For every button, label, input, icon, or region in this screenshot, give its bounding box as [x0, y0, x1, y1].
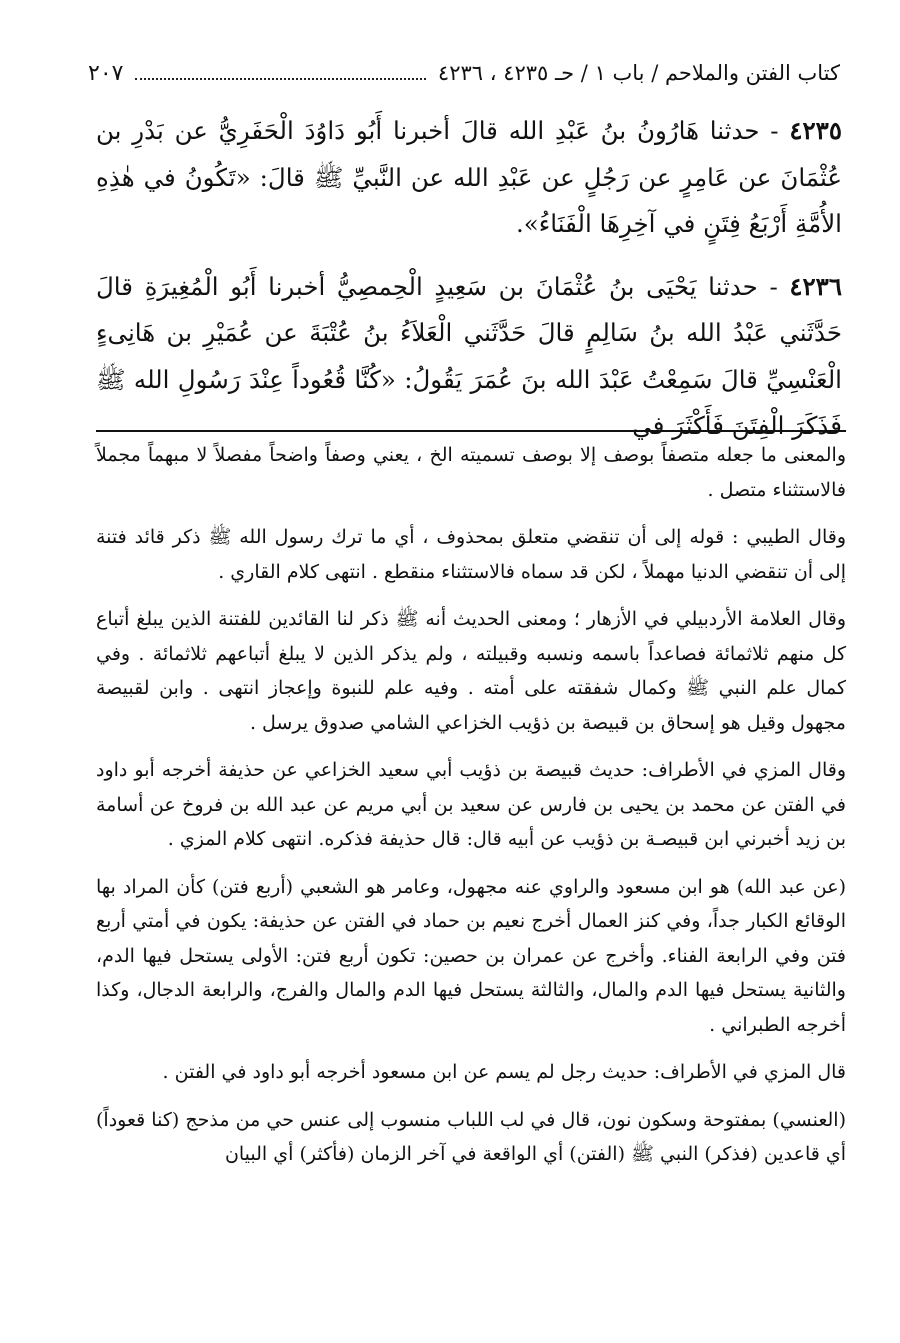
- page-header: [88, 56, 840, 90]
- hadith-text: [96, 108, 842, 466]
- commentary-paragraph: قال المزي في الأطراف: حديث رجل لم يسم عن ابن مسعود أخرجه أبو داود في الفتن .: [162, 1061, 846, 1083]
- page-number: ٢٠٧: [88, 60, 124, 86]
- hadith-4236: [96, 264, 842, 450]
- footnote-divider: [96, 430, 846, 432]
- hadith-4235: [96, 108, 842, 248]
- commentary: [96, 438, 846, 1185]
- commentary-paragraph: (عن عبد الله) هو ابن مسعود والراوي عنه مجهول، وعامر هو الشعبي (أربع فتن) كأن المراد بها الوقائع الكبار جداً، وفي كنز العمال أخرج نعيم بن حماد في الفتن عن حذيفة: يكون في أمتي أربع فتن وفي الرابعة الفناء. وأخرج عن عمران بن حصين: تكون أربع فتن: الأولى يستحل فيها الدم، والثانية يستحل فيها الدم والمال، والثالثة يستحل فيها الدم والمال والفرج، والرابعة الدجال، وكذا أخرجه الطبراني .: [96, 875, 846, 1036]
- commentary-paragraph: وقال الطيبي : قوله إلى أن تنقضي متعلق بمحذوف ، أي ما ترك رسول الله ﷺ ذكر قائد فتنة إلى أن تنقضي الدنيا مهملاً ، لكن قد سماه فالاستثناء منقطع . انتهى كلام القاري .: [96, 526, 846, 583]
- commentary-paragraph: والمعنى ما جعله متصفاً بوصف إلا بوصف تسميته الخ ، يعني وصفاً واضحاً مفصلاً لا مبهماً مجملاً فالاستثناء متصل .: [96, 444, 846, 501]
- commentary-paragraph: وقال المزي في الأطراف: حديث قبيصة بن ذؤيب أبي سعيد الخزاعي عن حذيفة أخرجه أبو داود في الفتن عن محمد بن يحيى بن فارس عن سعيد بن أبي مريم عن عبد الله بن فروخ عن أسامة بن زيد أخبرني ابن قبيصـة بن ذؤيب عن أبيه قال: قال حذيفة فذكره. انتهى كلام المزي .: [96, 759, 846, 850]
- hadith-body: - حدثنا يَحْيَى بنُ عُثْمَانَ بن سَعِيدٍ الْحِمصِيُّ أخبرنا أَبُو الْمُغِيرَةِ قالَ حَدَّثَني عَبْدُ الله بنُ سَالِمٍ قالَ حَدَّثَني الْعَلاَءُ بنُ عُتْبَةَ عن عُمَيْرِ بن هَانِىءٍ الْعَنْسِيِّ قالَ سَمِعْتُ عَبْدَ الله بنَ عُمَرَ يَقُولُ: «كُنَّا قُعُوداً عِنْدَ رَسُولِ الله ﷺ فَذَكَرَ الْفِتَنَ فَأَكْثَرَ في: [96, 271, 842, 440]
- hadith-number: ٤٢٣٦: [789, 271, 842, 301]
- commentary-paragraph: (العنسي) بمفتوحة وسكون نون، قال في لب اللباب منسوب إلى عنس حي من مذحج (كنا قعوداً) أي قاعدين (فذكر) النبي ﷺ (الفتن) أي الواقعة في آخر الزمان (فأكثر) أي البيان: [96, 1108, 846, 1165]
- commentary-paragraph: وقال العلامة الأردبيلي في الأزهار ؛ ومعنى الحديث أنه ﷺ ذكر لنا القائدين للفتنة الذين يبلغ أتباع كل منهم ثلاثمائة فصاعداً باسمه ونسبه وقبيلته ، ولم يذكر الذين لا يبلغ أتباعهم ثلاثمائة . وفي كمال علم النبي ﷺ وكمال شفقته على أمته . وفيه علم للنبوة وإعجاز انتهى . وابن لقبيصة مجهول وقيل هو إسحاق بن قبيصة بن ذؤيب الخزاعي الشامي صدوق يرسل .: [96, 608, 846, 734]
- hadith-number: ٤٢٣٥: [789, 116, 842, 145]
- hadith-body: - حدثنا هَارُونُ بنُ عَبْدِ الله قالَ أخبرنا أَبُو دَاوُدَ الْحَفَرِيُّ عن بَدْرِ بن عُثْمَانَ عن عَامِرٍ عن رَجُلٍ عن عَبْدِ الله عن النَّبيِّ ﷺ قالَ: «تَكُونُ في هٰذِهِ الأُمَّةِ أَرْبَعُ فِتَنٍ في آخِرِهَا الْفَنَاءُ».: [96, 116, 842, 238]
- header-dot-leader: [135, 78, 425, 80]
- running-title: كتاب الفتن والملاحم / باب ١ / حـ ٤٢٣٥ ، ٤٢٣٦: [437, 61, 840, 85]
